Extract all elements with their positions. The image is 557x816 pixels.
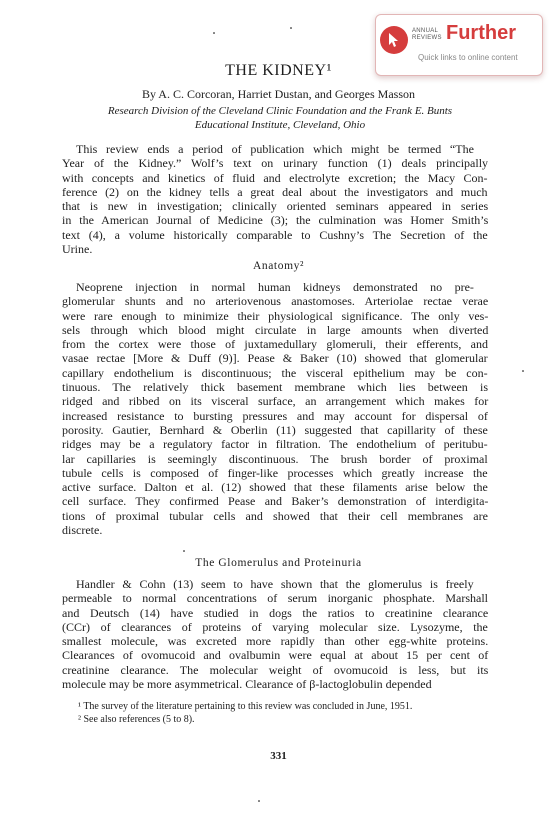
text-line: discrete. bbox=[62, 523, 103, 538]
glomerulus-paragraph bbox=[62, 577, 488, 691]
page-number: 331 bbox=[270, 750, 287, 762]
article-title: THE KIDNEY¹ bbox=[225, 62, 332, 79]
text-line: smallest molecule, was excreted more rapidly than other egg-white proteins. bbox=[62, 634, 489, 649]
text-line: sels through which blood might circulate in large amounts when diverted bbox=[62, 322, 489, 337]
badge-further-label: Further bbox=[446, 22, 516, 44]
text-line: tubule cells is composed of finger-like processes which greatly increase the bbox=[62, 465, 488, 480]
text-line: from the cortex were those of juxtamedullary glomeruli, their efferents, and bbox=[62, 337, 488, 352]
text-line: cell surface. They confirmed Pease and Baker’s demonstration of interdigita- bbox=[62, 494, 489, 509]
text-line: Neoprene injection in normal human kidneys demonstrated no pre- bbox=[76, 280, 474, 294]
scan-speck bbox=[183, 550, 185, 552]
affiliation-line: Research Division of the Cleveland Clinic Foundation and the Frank E. Bunts bbox=[107, 105, 453, 117]
intro-paragraph bbox=[62, 142, 488, 256]
text-line: capillary endothelium is discontinuous; the visceral epithelium may be con- bbox=[62, 365, 488, 380]
text-line: active surface. Dalton et al. (12) showed that these filaments arise below the bbox=[62, 480, 488, 495]
badge-subtitle: Quick links to online content bbox=[418, 53, 518, 62]
text-line: porosity. Gautier, Bernhard & Oberlin (11) suggested that capillarity of these bbox=[62, 422, 488, 437]
text-line: (CCr) of clearances of proteins of varying molecular size. Lysozyme, the bbox=[62, 619, 488, 634]
text-line: tions of proximal tubular cells and showed that their cell membranes are bbox=[62, 508, 488, 523]
article-authors: By A. C. Corcoran, Harriet Dustan, and Georges Masson bbox=[141, 87, 416, 101]
text-line: text (4), a volume historically comparable to Cushny’s The Secretion of the bbox=[62, 227, 488, 242]
affiliation-line: Educational Institute, Cleveland, Ohio bbox=[194, 119, 366, 131]
text-line: ference (2) on the kidney tells a great deal about the investigators and much bbox=[62, 184, 488, 199]
text-line: lar capillaries is seemingly discontinuous. The brush border of proximal bbox=[62, 451, 488, 466]
badge-annual-reviews-label: ANNUAL REVIEWS bbox=[412, 28, 442, 41]
text-line: molecule may be more asymmetrical. Clearance of β-lactoglobulin depended bbox=[62, 677, 432, 692]
scan-speck bbox=[290, 27, 292, 29]
text-line: and Deutsch (14) have studied in dogs the ratios to creatinine clearance bbox=[62, 605, 489, 620]
text-line: vasae rectae [More & Duff (9)]. Pease & Baker (10) showed that glomerular bbox=[62, 351, 488, 366]
text-line: with concepts and kinetics of fluid and electrolyte excretion; the Macy Con- bbox=[62, 170, 488, 185]
footnote-2: ² See also references (5 to 8). bbox=[78, 714, 195, 725]
text-line: creatinine clearance. The molecular weight of ovomucoid is less, but its bbox=[62, 662, 489, 677]
scan-speck bbox=[213, 32, 215, 34]
section-heading-anatomy: Anatomy² bbox=[252, 260, 305, 272]
cursor-arrow-icon bbox=[380, 26, 408, 54]
footnote-1: ¹ The survey of the literature pertaining to this review was concluded in June, 1951. bbox=[78, 701, 413, 712]
scan-speck bbox=[258, 800, 260, 802]
text-line: tinuous. The relatively thick basement membrane which lies between is bbox=[62, 380, 489, 395]
text-line: ridges may be a regulatory factor in filtration. The endothelium of peritubu- bbox=[62, 437, 488, 452]
text-line: Handler & Cohn (13) seem to have shown that the glomerulus is freely bbox=[76, 577, 474, 591]
text-line: increased resistance to bursting pressures and may account for dispersal of bbox=[62, 408, 488, 423]
text-line: glomerular shunts and no arteriovenous anastomoses. Arteriolae rectae verae bbox=[62, 294, 489, 309]
text-line: Year of the Kidney.” Wolf’s text on urinary function (1) deals principally bbox=[62, 156, 489, 171]
text-line: permeable to normal concentrations of serum inorganic phosphate. Marshall bbox=[62, 591, 488, 606]
text-line: that is new in investigation; clinically oriented seminars appeared in series bbox=[62, 199, 489, 214]
author-affiliation bbox=[70, 104, 490, 132]
text-line: were rare enough to minimize their physiological significance. The only ves- bbox=[62, 308, 489, 323]
text-line: in the American Journal of Medicine (3); the culmination was Homer Smith’s bbox=[62, 213, 489, 228]
section-heading-glomerulus: The Glomerulus and Proteinuria bbox=[195, 557, 362, 569]
text-line: Clearances of ovomucoid and ovalbumin were equal at about 15 per cent of bbox=[62, 648, 489, 663]
anatomy-paragraph bbox=[62, 280, 488, 537]
text-line: ridged and ribbed on its visceral surface, an arrangement which makes for bbox=[62, 394, 489, 409]
text-line: Urine. bbox=[62, 242, 93, 257]
scan-speck bbox=[522, 370, 524, 372]
text-line: This review ends a period of publication which might be termed “The bbox=[76, 142, 474, 156]
